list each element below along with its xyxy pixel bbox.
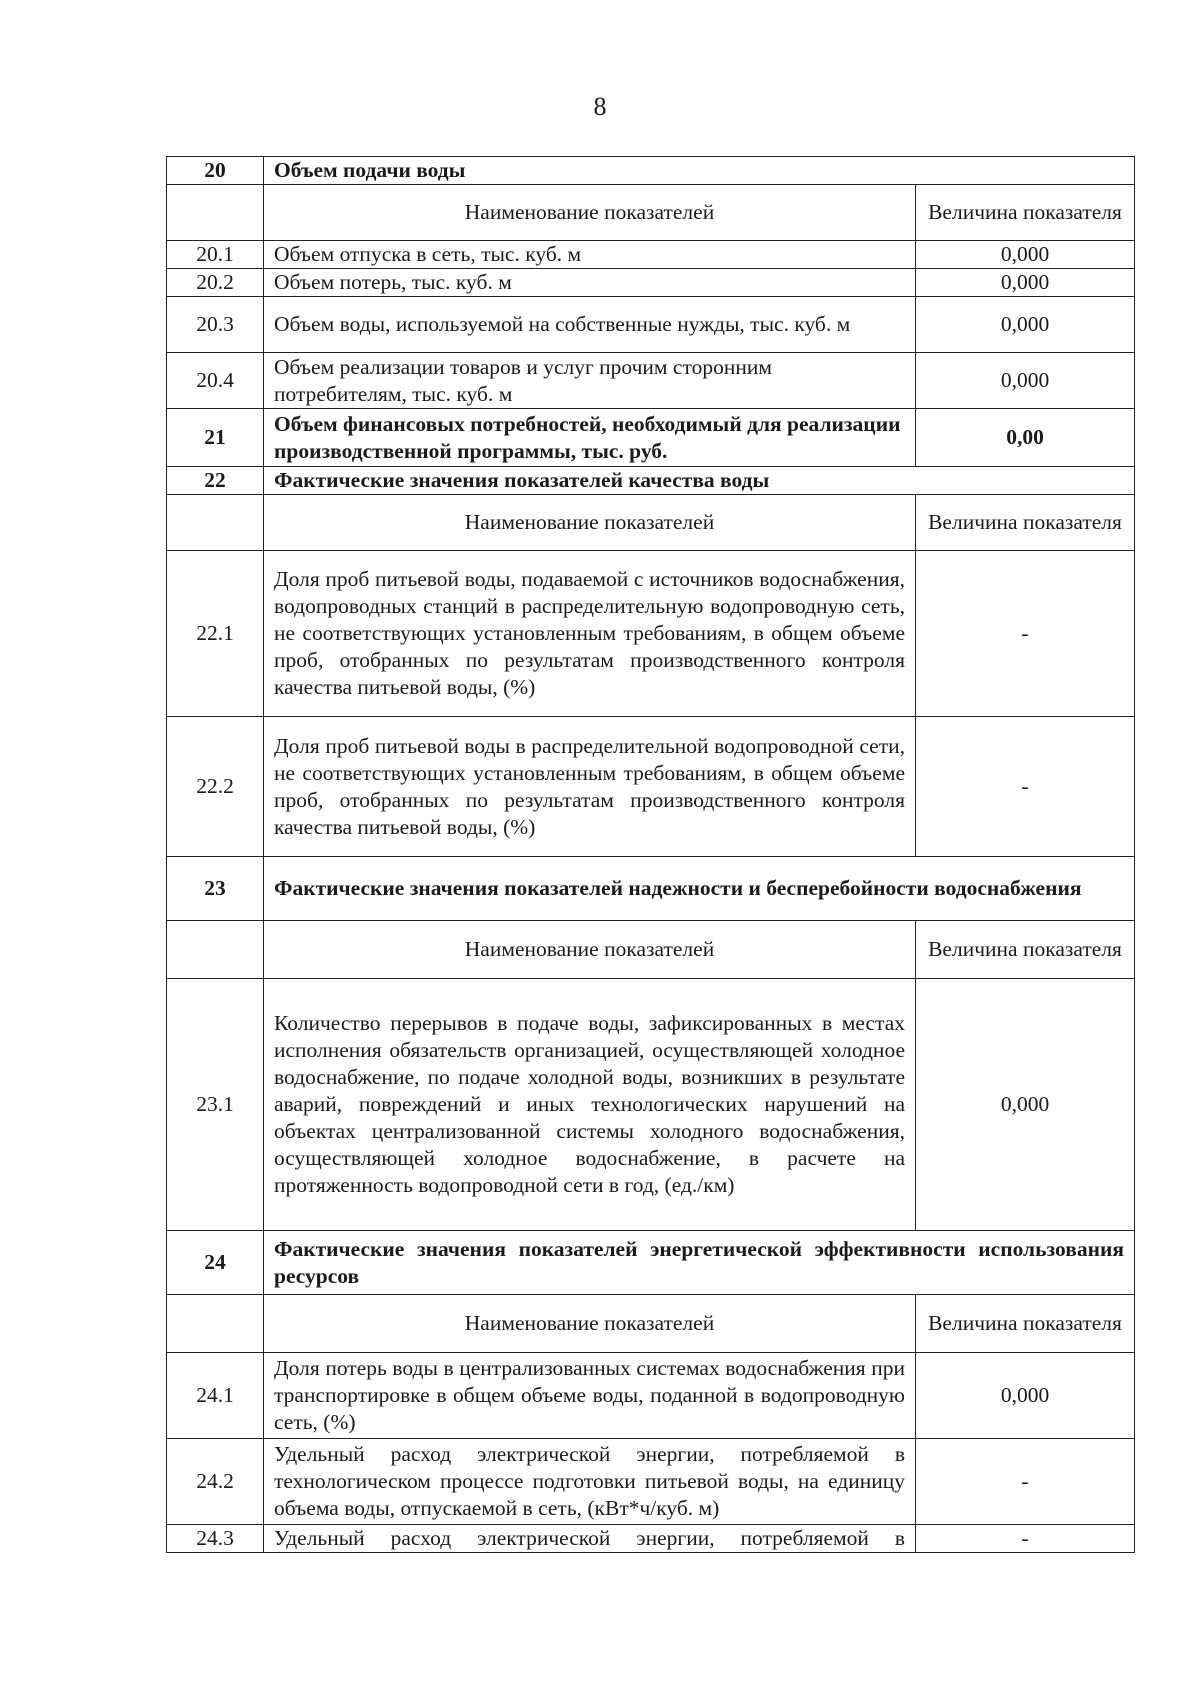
column-header-row bbox=[167, 1295, 1135, 1353]
column-header-row bbox=[167, 185, 1135, 241]
section-row-20 bbox=[167, 157, 1135, 185]
row-value: 0,000 bbox=[916, 979, 1135, 1231]
row-name: Доля потерь воды в централизованных системах водоснабжения при транспортировке в общем объеме воды, поданной в водопроводную сеть, (%) bbox=[264, 1353, 916, 1439]
section-number: 24 bbox=[167, 1231, 264, 1295]
column-header-value: Величина показателя bbox=[916, 495, 1135, 551]
section-title: Фактические значения показателей энергетической эффективности использования ресурсов bbox=[264, 1231, 1135, 1295]
table-row bbox=[167, 1353, 1135, 1439]
table-row bbox=[167, 1525, 1135, 1553]
row-value: 0,000 bbox=[916, 241, 1135, 269]
section-title: Фактические значения показателей качества воды bbox=[264, 467, 1135, 495]
table-row bbox=[167, 269, 1135, 297]
column-header-name: Наименование показателей bbox=[264, 495, 916, 551]
column-header-value: Величина показателя bbox=[916, 921, 1135, 979]
row-value: - bbox=[916, 551, 1135, 717]
table-row bbox=[167, 551, 1135, 717]
column-header-name: Наименование показателей bbox=[264, 1295, 916, 1353]
row-number: 22.1 bbox=[167, 551, 264, 717]
section-number: 22 bbox=[167, 467, 264, 495]
row-number: 20.1 bbox=[167, 241, 264, 269]
row-number: 24.3 bbox=[167, 1525, 264, 1553]
row-value: 0,000 bbox=[916, 297, 1135, 353]
row-value: 0,000 bbox=[916, 353, 1135, 409]
indicators-table bbox=[166, 156, 1135, 1553]
row-value: 0,000 bbox=[916, 269, 1135, 297]
row-value: - bbox=[916, 1439, 1135, 1525]
table-row bbox=[167, 353, 1135, 409]
row-number: 23.1 bbox=[167, 979, 264, 1231]
table-row bbox=[167, 1439, 1135, 1525]
column-header-row bbox=[167, 921, 1135, 979]
table-row bbox=[167, 979, 1135, 1231]
column-header-value: Величина показателя bbox=[916, 185, 1135, 241]
row-name: Удельный расход электрической энергии, потребляемой в bbox=[264, 1525, 916, 1553]
column-header-name: Наименование показателей bbox=[264, 185, 916, 241]
section-title: Фактические значения показателей надежности и бесперебойности водоснабжения bbox=[264, 857, 1135, 921]
section-row-23 bbox=[167, 857, 1135, 921]
row-number: 20.3 bbox=[167, 297, 264, 353]
section-row-24 bbox=[167, 1231, 1135, 1295]
row-number: 24.2 bbox=[167, 1439, 264, 1525]
section-number: 21 bbox=[167, 409, 264, 467]
column-header-name: Наименование показателей bbox=[264, 921, 916, 979]
page-number: 8 bbox=[593, 92, 607, 121]
section-value: 0,00 bbox=[916, 409, 1135, 467]
section-number: 20 bbox=[167, 157, 264, 185]
row-value: 0,000 bbox=[916, 1353, 1135, 1439]
row-name: Удельный расход электрической энергии, потребляемой в технологическом процессе подготовки питьевой воды, на единицу объема воды, отпускаемой в сеть, (кВт*ч/куб. м) bbox=[264, 1439, 916, 1525]
row-number: 22.2 bbox=[167, 717, 264, 857]
row-name: Доля проб питьевой воды, подаваемой с источников водоснабжения, водопроводных станций в распределительную водопроводную сеть, не соответствующих установленным требованиям, в общем объеме проб, отобранных по результатам производственного контроля качества питьевой воды, (%) bbox=[264, 551, 916, 717]
section-row-21 bbox=[167, 409, 1135, 467]
section-title: Объем подачи воды bbox=[264, 157, 1135, 185]
table-row bbox=[167, 241, 1135, 269]
row-name: Объем реализации товаров и услуг прочим сторонним потребителям, тыс. куб. м bbox=[264, 353, 916, 409]
row-value: - bbox=[916, 1525, 1135, 1553]
row-name: Объем отпуска в сеть, тыс. куб. м bbox=[264, 241, 916, 269]
row-number: 20.4 bbox=[167, 353, 264, 409]
row-name: Количество перерывов в подаче воды, зафиксированных в местах исполнения обязательств организацией, осуществляющей холодное водоснабжение, по подаче холодной воды, возникших в результате аварий, повреждений и иных технологических нарушений на объектах централизованной системы холодного водоснабжения, осуществляющей холодное водоснабжение, в расчете на протяженность водопроводной сети в год, (ед./км) bbox=[264, 979, 916, 1231]
section-title: Объем финансовых потребностей, необходимый для реализации производственной программы, тыс. руб. bbox=[264, 409, 916, 467]
section-row-22 bbox=[167, 467, 1135, 495]
row-name: Объем воды, используемой на собственные нужды, тыс. куб. м bbox=[264, 297, 916, 353]
table-row bbox=[167, 297, 1135, 353]
row-number: 20.2 bbox=[167, 269, 264, 297]
table-row bbox=[167, 717, 1135, 857]
section-number: 23 bbox=[167, 857, 264, 921]
row-name: Доля проб питьевой воды в распределительной водопроводной сети, не соответствующих установленным требованиям, в общем объеме проб, отобранных по результатам производственного контроля качества питьевой воды, (%) bbox=[264, 717, 916, 857]
row-value: - bbox=[916, 717, 1135, 857]
row-number: 24.1 bbox=[167, 1353, 264, 1439]
column-header-row bbox=[167, 495, 1135, 551]
column-header-value: Величина показателя bbox=[916, 1295, 1135, 1353]
row-name: Объем потерь, тыс. куб. м bbox=[264, 269, 916, 297]
